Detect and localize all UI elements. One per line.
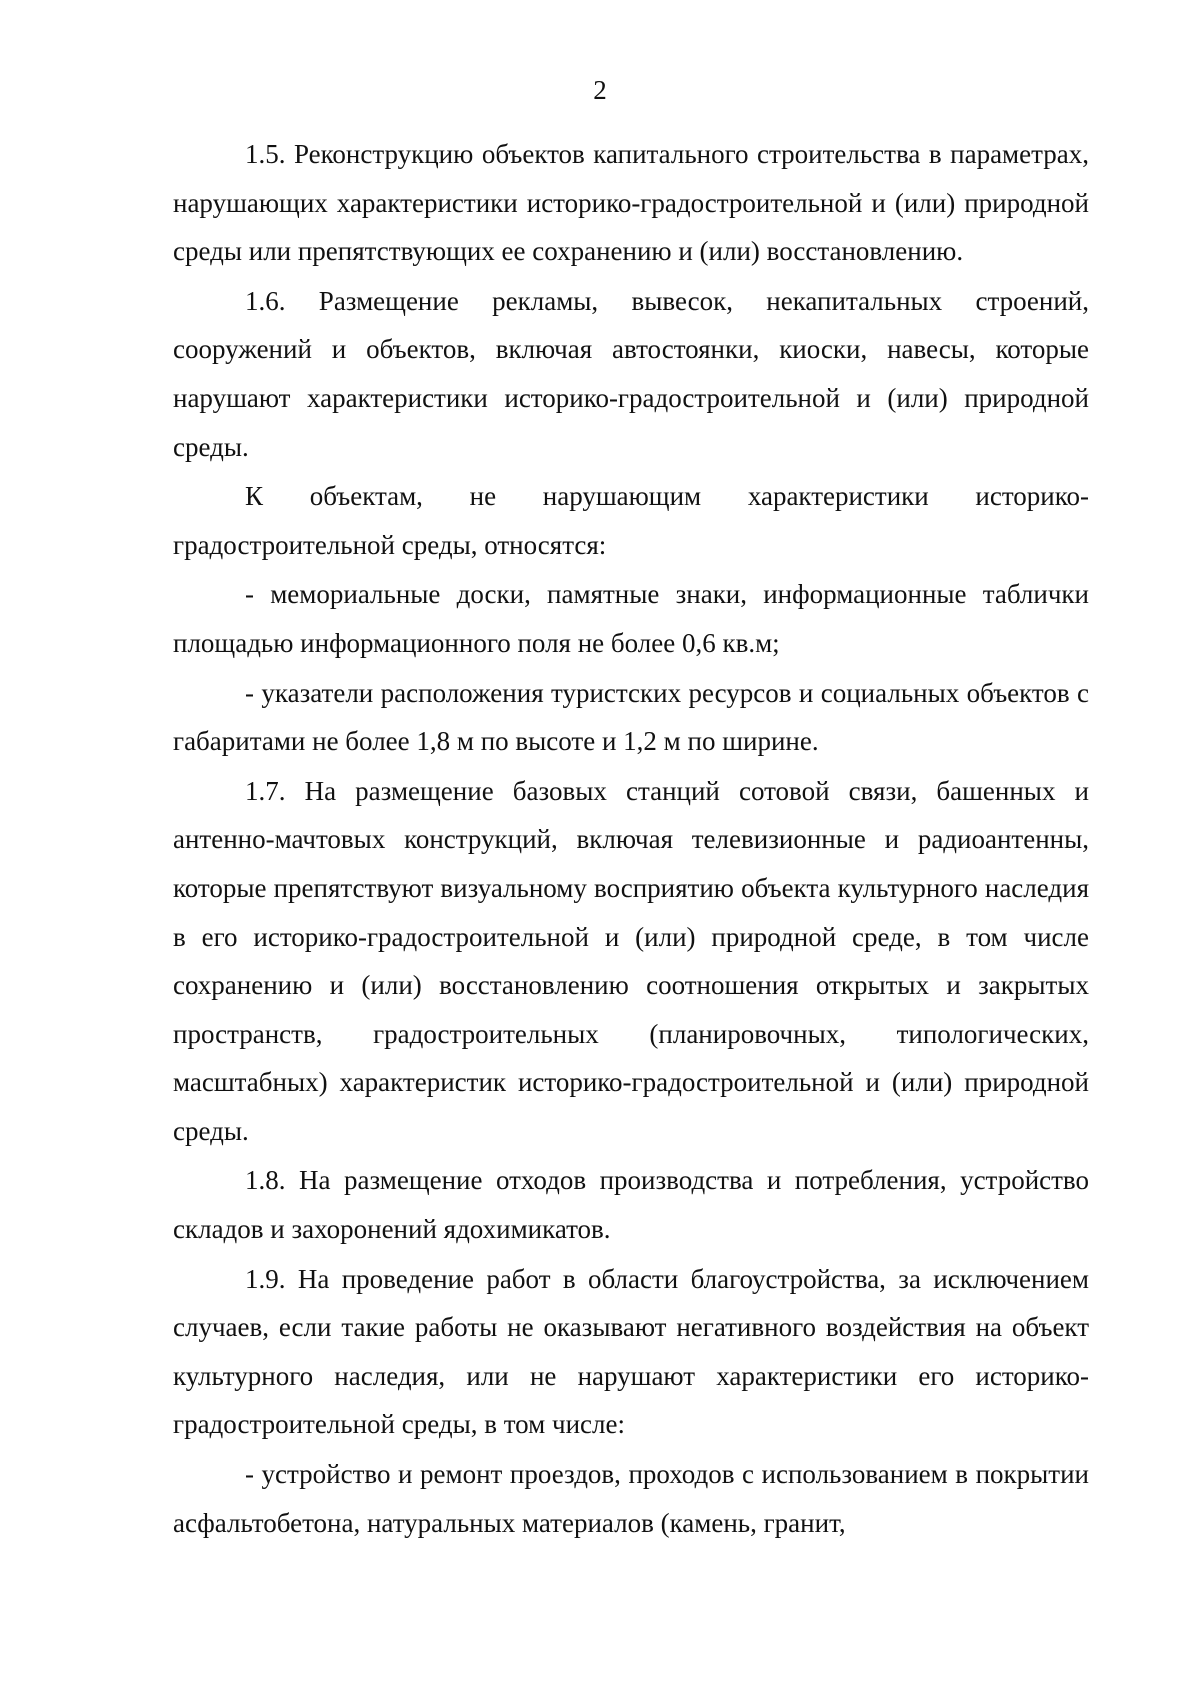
page-number: 2 <box>593 75 607 105</box>
paragraph-non-violating-objects: К объектам, не нарушающим характеристики историко-градостроительной среды, относятся: <box>173 481 1089 560</box>
paragraph-1-9: 1.9. На проведение работ в области благоустройства, за исключением случаев, если такие работы не оказывают негативного воздействия на объект культурного наследия, или не нарушают характеристики его историко-градостроительной среды, в том числе: <box>173 1263 1089 1440</box>
list-item-memorial-plaques: - мемориальные доски, памятные знаки, информационные таблички площадью информационного поля не более 0,6 кв.м; <box>173 579 1089 658</box>
paragraph-1-8: 1.8. На размещение отходов производства и потребления, устройство складов и захоронений ядохимикатов. <box>173 1165 1089 1245</box>
list-item-direction-signs: - указатели расположения туристских ресурсов и социальных объектов с габаритами не более 1,8 м по высоте и 1,2 м по ширине. <box>173 677 1089 757</box>
paragraph-1-6: 1.6. Размещение рекламы, вывесок, некапитальных строений, сооружений и объектов, включая автостоянки, киоски, навесы, которые нарушают характеристики историко-градостроительной и (или) природной среды. <box>173 285 1089 462</box>
paragraph-1-5: 1.5. Реконструкцию объектов капитального строительства в параметрах, нарушающих характеристики историко-градостроительной и (или) природной среды или препятствующих ее сохранению и (или) восстановлению. <box>173 139 1089 267</box>
list-item-roads-repair: - устройство и ремонт проездов, проходов с использованием в покрытии асфальтобетона, натуральных материалов (камень, гранит, <box>173 1459 1089 1538</box>
document-body <box>173 130 1089 1548</box>
paragraph-1-7: 1.7. На размещение базовых станций сотовой связи, башенных и антенно-мачтовых конструкций, включая телевизионные и радиоантенны, которые препятствуют визуальному восприятию объекта культурного наследия в его историко-градостроительной и (или) природной среде, в том числе сохранению и (или) восстановлению соотношения открытых и закрытых пространств, градостроительных (планировочных, типологических, масштабных) характеристик историко-градостроительной и (или) природной среды. <box>173 775 1089 1146</box>
